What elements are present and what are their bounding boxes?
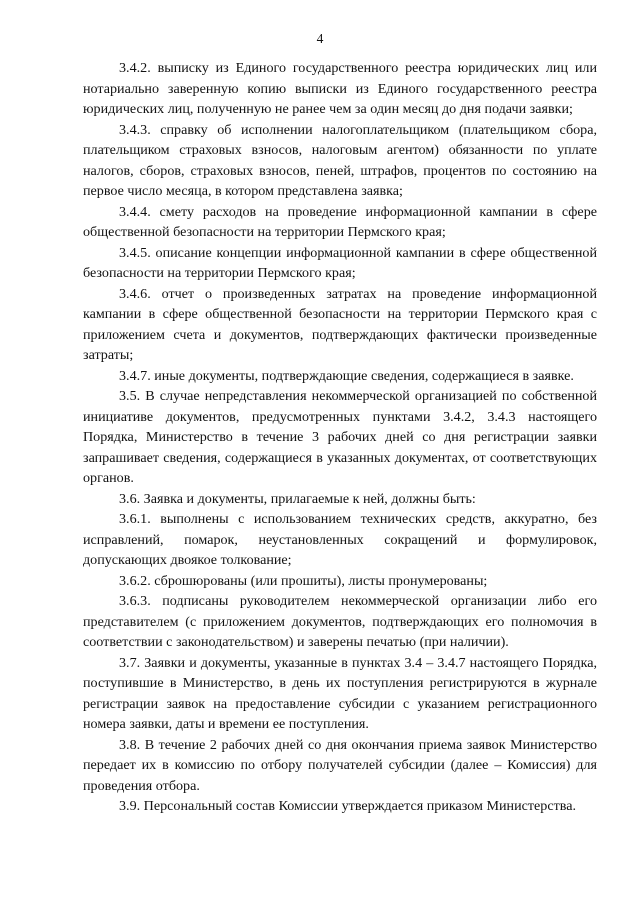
paragraph-3-8: 3.8. В течение 2 рабочих дней со дня окончания приема заявок Министерство передает их в комиссию по отбору получателей субсидии (далее – Комиссия) для проведения отбора. [83,736,597,794]
paragraph-3-4-7: 3.4.7. иные документы, подтверждающие сведения, содержащиеся в заявке. [119,367,574,384]
paragraph-3-5: 3.5. В случае непредставления некоммерческой организацией по собственной инициативе документов, предусмотренных пунктами 3.4.2, 3.4.3 настоящего Порядка, Министерство в течение 3 рабочих дней со дня регистрации заявки запрашивает сведения, содержащиеся в указанных документах, от соответствующих органов. [83,388,597,486]
paragraph-3-4-5: 3.4.5. описание концепции информационной кампании в сфере общественной безопасности на территории Пермского края; [83,244,597,281]
paragraph-3-6-1: 3.6.1. выполнены с использованием технических средств, аккуратно, без исправлений, помарок, неустановленных сокращений и формулировок, допускающих двоякое толкование; [83,511,597,568]
paragraph-3-4-4: 3.4.4. смету расходов на проведение информационной кампании в сфере общественной безопасности на территории Пермского края; [83,203,597,240]
paragraph-3-4-6: 3.4.6. отчет о произведенных затратах на проведение информационной кампании в сфере общественной безопасности на территории Пермского края с приложением счета и документов, подтверждающих фактически произведенные затраты; [83,285,597,363]
paragraph-3-9: 3.9. Персональный состав Комиссии утверждается приказом Министерства. [119,798,576,814]
document-body [83,58,597,817]
paragraph-3-7: 3.7. Заявки и документы, указанные в пунктах 3.4 – 3.4.7 настоящего Порядка, поступившие в Министерство, в день их поступления регистрируются в журнале регистрации заявок на предоставление субсидии с указанием регистрационного номера заявки, даты и времени ее поступления. [83,654,597,732]
paragraph-3-4-2: 3.4.2. выписку из Единого государственного реестра юридических лиц или нотариально заверенную копию выписки из Единого государственного реестра юридических лиц, полученную не ранее чем за один месяц до дня подачи заявки; [83,60,597,117]
paragraph-3-4-3: 3.4.3. справку об исполнении налогоплательщиком (плательщиком сбора, плательщиком страховых взносов, налоговым агентом) обязанности по уплате налогов, сборов, страховых взносов, пеней, штрафов, процентов по состоянию на первое число месяца, в котором представлена заявка; [83,121,597,199]
paragraph-3-6: 3.6. Заявка и документы, прилагаемые к ней, должны быть: [119,490,476,507]
paragraph-3-6-2: 3.6.2. сброшюрованы (или прошиты), листы пронумерованы; [119,572,488,589]
paragraph-3-6-3: 3.6.3. подписаны руководителем некоммерческой организации либо его представителем (с приложением документов, подтверждающих его полномочия в соответствии с законодательством) и заверены печатью (при наличии). [83,593,597,650]
page-number: 4 [316,31,324,46]
